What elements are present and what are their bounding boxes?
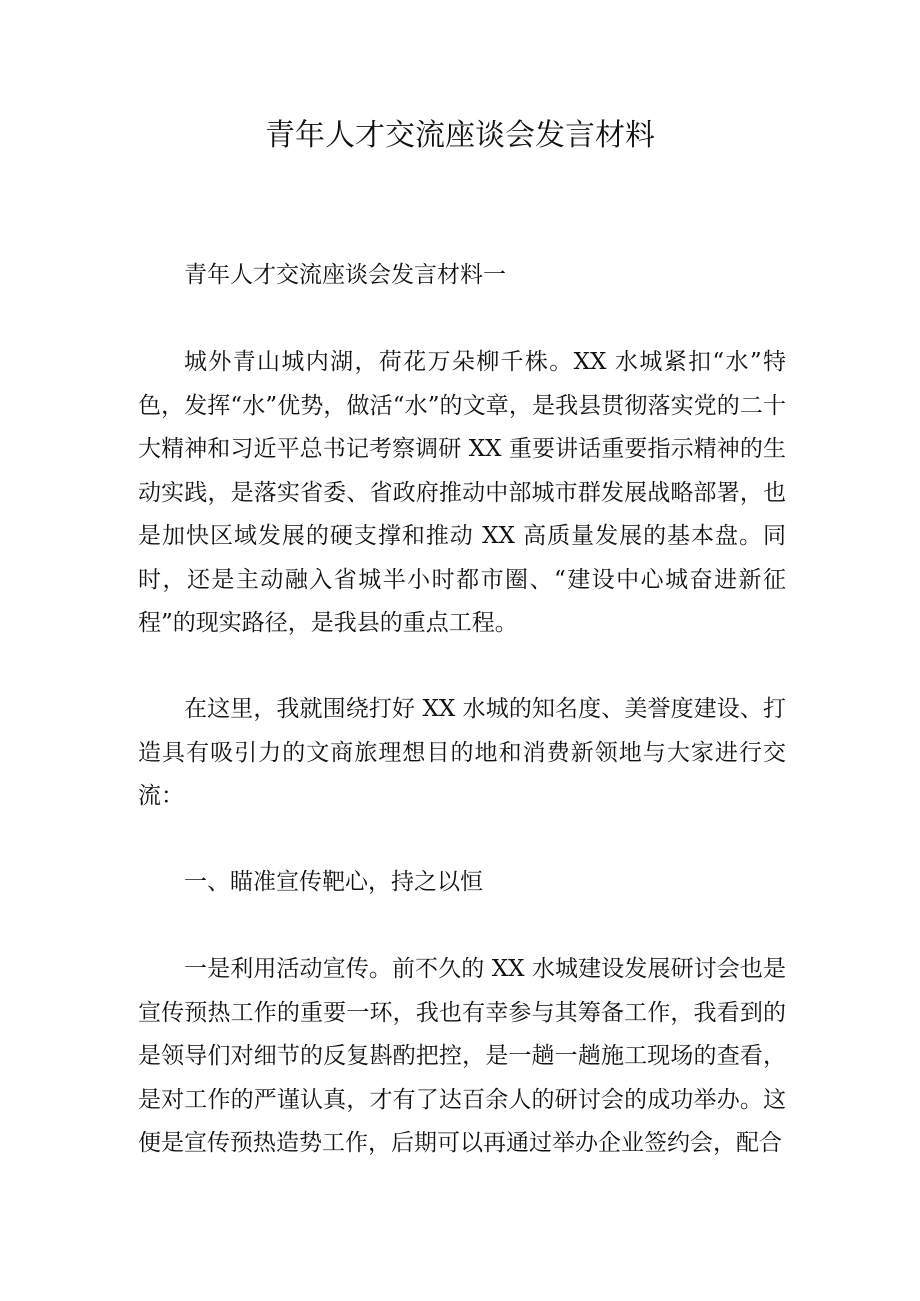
paragraph-exchange: 在这里，我就围绕打好 XX 水城的知名度、美誉度建设、打造具有吸引力的文商旅理想目的地和消费新领地与大家进行交流： xyxy=(138,696,786,809)
paragraph-intro: 城外青山城内湖，荷花万朵柳千株。XX 水城紧扣“水”特色，发挥“水”优势，做活“水”的文章，是我县贯彻落实党的二十大精神和习近平总书记考察调研 XX 重要讲话重要指示精神的生动实践，是落实省委、省政府推动中部城市群发展战略部署，也是加快区域发展的硬支撑和推动 XX 高质量发展的基本盘。同时，还是主动融入省城半小时都市圈、“建设中心城奋进新征程”的现实路径，是我县的重点工程。 xyxy=(138,349,786,636)
section-heading: 一、瞄准宣传靶心，持之以恒 xyxy=(184,869,483,895)
paragraph-activity-promotion: 一是利用活动宣传。前不久的 XX 水城建设发展研讨会也是宣传预热工作的重要一环，我也有幸参与其筹备工作，我看到的是领导们对细节的反复斟酌把控，是一趟一趟施工现场的查看，是对工作的严谨认真，才有了达百余人的研讨会的成功举办。这便是宣传预热造势工作，后期可以再通过举办企业签约会，配合 xyxy=(138,956,786,1156)
document-title: 青年人才交流座谈会发言材料 xyxy=(265,118,655,153)
document-subtitle: 青年人才交流座谈会发言材料一 xyxy=(184,262,506,288)
